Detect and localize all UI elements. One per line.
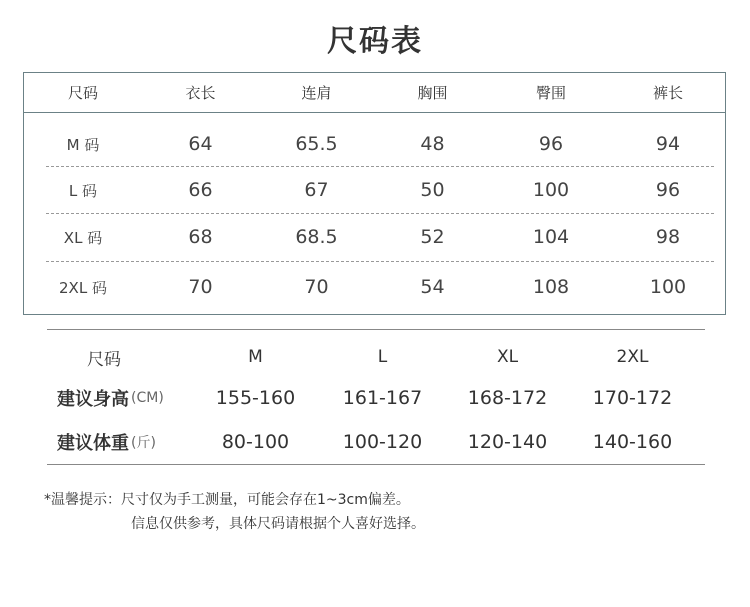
height-unit: (CM): [131, 390, 164, 406]
page-title: 尺码表: [327, 24, 423, 59]
weight-label-text: 建议体重: [57, 433, 129, 454]
size-table: [23, 72, 726, 315]
table-top-border: [47, 329, 705, 330]
size-m: M: [248, 347, 263, 367]
table-cell: 170-172: [592, 387, 673, 409]
table-cell: 100: [532, 179, 570, 201]
recommendation-header-row: [47, 337, 705, 377]
header-cell-size: 尺码: [67, 84, 98, 102]
table-cell: 100: [649, 276, 687, 298]
size-recommendation-table: [47, 329, 705, 465]
table-cell: 80-100: [221, 431, 290, 453]
note-line-1: *温馨提示：尺寸仅为手工测量，可能会存在1~3cm偏差。: [44, 492, 410, 508]
table-row: [24, 213, 725, 261]
row-divider: [46, 261, 714, 262]
table-cell: 140-160: [592, 431, 673, 453]
size-label: 尺码: [87, 349, 121, 370]
table-cell: 96: [538, 133, 564, 155]
table-cell: 104: [532, 226, 570, 248]
size-xl: XL: [496, 347, 519, 367]
height-label-text: 建议身高: [57, 389, 129, 410]
weight-label: [57, 422, 207, 462]
height-label: [57, 378, 207, 418]
header-cell-chest: 胸围: [417, 84, 448, 102]
weight-row: [47, 422, 705, 462]
table-cell: 70: [304, 276, 329, 298]
table-cell: 54: [420, 276, 445, 298]
table-cell: 108: [532, 276, 570, 298]
table-cell: 168-172: [467, 387, 548, 409]
table-cell: 98: [655, 226, 681, 248]
header-cell-hip: 臀围: [535, 84, 566, 102]
size-l: L: [377, 347, 388, 367]
table-row: [24, 263, 725, 311]
table-cell: 64: [188, 133, 213, 155]
table-cell: 94: [655, 133, 681, 155]
size-2xl: 2XL: [616, 347, 649, 367]
header-cell-shoulder-sleeve: 连肩: [301, 84, 332, 102]
table-cell: 65.5: [295, 133, 338, 155]
header-cell-pants-length: 裤长: [652, 84, 683, 102]
weight-unit: (斤): [131, 435, 156, 451]
table-cell: 68.5: [295, 226, 338, 248]
table-cell: L 码: [68, 181, 98, 200]
table-cell: 2XL 码: [59, 278, 107, 297]
table-bottom-border: [47, 464, 705, 465]
table-cell: 120-140: [467, 431, 548, 453]
header-cell-length: 衣长: [185, 84, 216, 102]
table-cell: 68: [188, 226, 213, 248]
table-cell: 96: [655, 179, 681, 201]
table-cell: 70: [188, 276, 213, 298]
table-cell: M 码: [66, 135, 100, 154]
note-line-2: 信息仅供参考，具体尺码请根据个人喜好选择。: [131, 516, 425, 532]
table-cell: 66: [188, 179, 213, 201]
table-cell: 155-160: [215, 387, 296, 409]
table-cell: 48: [420, 133, 445, 155]
table-cell: 67: [304, 179, 329, 201]
table-row: [24, 121, 725, 167]
table-row: [24, 167, 725, 213]
table-cell: 52: [420, 226, 445, 248]
table-cell: 100-120: [342, 431, 423, 453]
height-row: [47, 378, 705, 418]
table-cell: 161-167: [342, 387, 423, 409]
table-cell: 50: [420, 179, 445, 201]
size-table-header: [24, 73, 725, 113]
table-cell: XL 码: [63, 228, 103, 247]
